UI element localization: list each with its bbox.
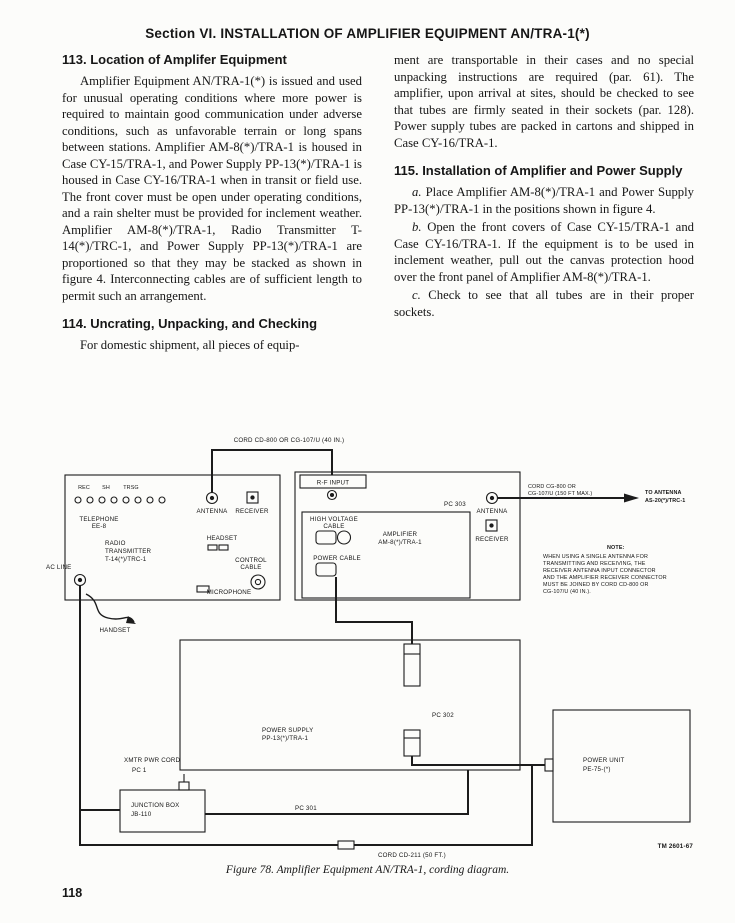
label-high-voltage-1: HIGH VOLTAGE — [310, 516, 358, 523]
label-power-cable: POWER CABLE — [313, 555, 361, 562]
label-to-antenna-1: TO ANTENNA — [645, 490, 682, 496]
label-handset: HANDSET — [99, 627, 131, 634]
label-control-cable-2: CABLE — [240, 564, 262, 571]
pc301-cable — [205, 770, 468, 814]
para-115b — [394, 219, 694, 285]
label-cord-right-1: CORD CG-800 OR — [528, 484, 576, 490]
power-unit-connector — [545, 759, 553, 771]
label-control-cable-1: CONTROL — [235, 557, 267, 564]
power-unit-box — [545, 710, 690, 822]
label-headset: HEADSET — [206, 535, 238, 542]
control-cable-connector — [251, 575, 265, 589]
right-column — [394, 52, 694, 356]
heading-114: 114. Uncrating, Unpacking, and Checking — [62, 316, 318, 331]
label-amp-receiver: RECEIVER — [475, 536, 509, 543]
section-header: Section VI. INSTALLATION OF AMPLIFIER EQUIPMENT AN/TRA-1(*) — [145, 26, 590, 41]
label-note-line-2: TRANSMITTING AND RECEIVING, THE — [543, 561, 646, 567]
cording-diagram — [0, 432, 735, 864]
label-cord-right-2: CG-107/U (150 FT MAX.) — [528, 491, 593, 497]
label-note-line-6: CG-107/U (40 IN.). — [543, 589, 591, 595]
label-power-unit-2: PE-75-(*) — [583, 766, 611, 773]
para-115c — [394, 287, 694, 320]
label-to-antenna-2: AS-20(*)/TRC-1 — [645, 498, 686, 504]
para-115c-text: Check to see that all tubes are in their proper sockets. — [394, 288, 694, 319]
ps-top-connector — [404, 644, 420, 686]
bottom-cord-connector — [338, 841, 354, 849]
figure-caption: Figure 78. Amplifier Equipment AN/TRA-1, cording diagram. — [225, 864, 510, 876]
label-radio-transmitter-3: T-14(*)/TRC-1 — [105, 556, 147, 563]
power-unit-feed-cable — [412, 756, 545, 765]
power-supply-box — [180, 640, 520, 770]
label-rf-input: R-F INPUT — [316, 479, 350, 487]
label-power-supply-2: PP-13(*)/TRA-1 — [262, 735, 309, 742]
cables — [80, 450, 624, 845]
label-telephone-1: TELEPHONE — [79, 516, 119, 523]
para-114: For domestic shipment, all pieces of equip- — [80, 338, 300, 352]
para-115b-text: Open the front covers of Case CY-15/TRA-1 and Case CY-16/TRA-1. If the equipment is to be used in inclement weather, pull out the canvas protection hood over the front panel of Amplifier AM-8(*)/TRA-1. — [394, 220, 695, 284]
para-115b-label: b. — [412, 220, 422, 234]
label-amplifier-1: AMPLIFIER — [382, 531, 418, 538]
para-115a-label: a. — [412, 185, 422, 199]
label-sh: SH — [102, 485, 110, 491]
label-power-supply-1: POWER SUPPLY — [262, 727, 314, 734]
ps-bottom-connector — [404, 730, 420, 756]
label-radio-transmitter-2: TRANSMITTER — [105, 548, 152, 555]
power-cable-connector — [316, 563, 336, 576]
label-power-unit-1: POWER UNIT — [583, 757, 625, 764]
label-pc301: PC 301 — [295, 805, 317, 812]
page-number: 118 — [62, 886, 83, 900]
text-columns — [62, 52, 694, 356]
transmitter-box — [65, 475, 280, 600]
label-note-line-1: WHEN USING A SINGLE ANTENNA FOR — [543, 554, 648, 560]
label-junction-box-1: JUNCTION BOX — [131, 802, 180, 809]
para-115a-text: Place Amplifier AM-8(*)/TRA-1 and Power Supply PP-13(*)/TRA-1 in the positions shown in figure 4. — [394, 185, 695, 216]
label-microphone: MICROPHONE — [206, 589, 252, 596]
high-voltage-connector — [316, 531, 336, 544]
label-tx-antenna: ANTENNA — [196, 508, 228, 515]
handset-cord — [86, 594, 134, 622]
label-pc1: PC 1 — [132, 767, 147, 774]
label-trsg: TRSG — [123, 485, 139, 491]
label-pc303: PC 303 — [444, 501, 466, 508]
para-115a — [394, 184, 694, 217]
label-radio-transmitter-1: RADIO — [105, 540, 126, 547]
label-xmtr-pwr-cord: XMTR PWR CORD — [124, 757, 181, 764]
label-telephone-2: EE-8 — [91, 523, 107, 530]
label-note-line-4: AND THE AMPLIFIER RECEIVER CONNECTOR — [543, 575, 667, 581]
label-pc302: PC 302 — [432, 712, 454, 719]
label-amp-antenna: ANTENNA — [476, 508, 508, 515]
diagram-linework — [65, 450, 690, 849]
label-rec: REC — [78, 485, 90, 491]
label-cord-bottom: CORD CD-211 (50 FT.) — [378, 852, 446, 859]
pc1-connector — [179, 782, 189, 790]
label-note-title: NOTE: — [607, 545, 625, 551]
label-tm-number: TM 2601-67 — [657, 843, 693, 850]
power-cable-run — [336, 577, 412, 644]
label-amplifier-2: AM-8(*)/TRA-1 — [378, 539, 422, 546]
label-cord-top: CORD CD-800 OR CG-107/U (40 IN.) — [233, 437, 345, 444]
label-high-voltage-2: CABLE — [323, 523, 345, 530]
label-tx-receiver: RECEIVER — [235, 508, 269, 515]
para-114-continued: ment are transportable in their cases and no special unpacking instructions are required (par. 61). The amplifier, upon arrival at sites, should be checked to see that tubes are firmly seated in their sockets (par. 128). Power supply tubes are packed in cartons and shipped in Case CY-16/TRA-1. — [394, 53, 694, 150]
heading-115: 115. Installation of Amplifier and Power Supply — [394, 163, 683, 178]
label-junction-box-2: JB-110 — [131, 811, 152, 818]
label-ac-line: AC LINE — [46, 564, 72, 571]
para-113: Amplifier Equipment AN/TRA-1(*) is issued and used for unusual operating conditions where more power is required to maintain good communication under adverse conditions, such as unfavorable terrain or long spans between stations. Amplifier AM-8(*)/TRA-1 is housed in Case CY-15/TRA-1, and Power Supply PP-13(*)/TRA-1 is housed in Case CY-16/TRA-1 when in transit or field use. The front cover must be open under operating conditions, and a rain shelter must be provided for inclement weather. Amplifier AM-8(*)/TRA-1, Radio Transmitter T-14(*)/TRC-1, and Power Supply PP-13(*)/TRA-1 are proportioned so that they may be stacked as shown in figure 4. Interconnecting cables are of sufficient length to permit such an arrangement. — [62, 74, 362, 303]
label-note-line-5: MUST BE JOINED BY CORD CD-800 OR — [543, 582, 649, 588]
label-note-line-3: RECEIVER ANTENNA INPUT CONNECTOR — [543, 568, 656, 574]
headset-connector — [208, 545, 217, 550]
para-115c-label: c. — [412, 288, 421, 302]
antenna-arrow-icon — [624, 494, 639, 503]
left-column — [62, 52, 362, 356]
heading-113: 113. Location of Amplifer Equipment — [62, 52, 287, 67]
